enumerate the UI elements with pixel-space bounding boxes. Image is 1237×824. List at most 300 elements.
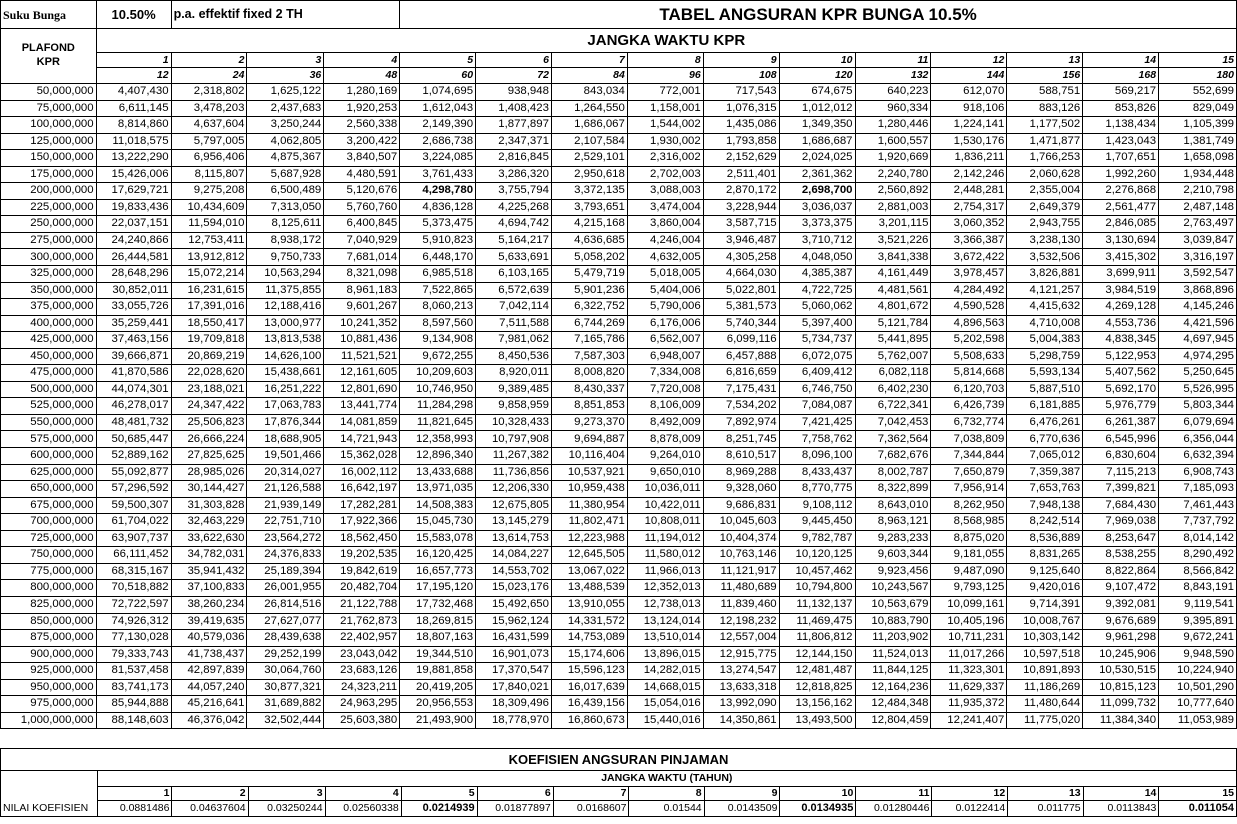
table-row xyxy=(1,563,1237,580)
angsuran-cell: 3,228,944 xyxy=(703,199,779,216)
angsuran-cell: 20,956,553 xyxy=(400,696,476,713)
angsuran-cell: 5,060,062 xyxy=(779,299,855,316)
angsuran-cell: 13,493,500 xyxy=(779,712,855,729)
angsuran-cell: 12,241,407 xyxy=(931,712,1007,729)
angsuran-cell: 6,448,170 xyxy=(400,249,476,266)
angsuran-cell: 5,373,475 xyxy=(400,216,476,233)
angsuran-cell: 5,526,995 xyxy=(1159,381,1237,398)
angsuran-cell: 12,481,487 xyxy=(779,663,855,680)
angsuran-cell: 8,060,213 xyxy=(400,299,476,316)
angsuran-cell: 10,815,123 xyxy=(1083,679,1159,696)
angsuran-cell: 1,349,350 xyxy=(779,117,855,134)
angsuran-cell: 10,711,231 xyxy=(931,630,1007,647)
koefisien-value-cell: 0.0143509 xyxy=(704,801,780,817)
plafond-cell: 250,000,000 xyxy=(1,216,97,233)
angsuran-cell: 17,840,021 xyxy=(476,679,552,696)
angsuran-cell: 11,580,012 xyxy=(627,547,703,564)
angsuran-cell: 4,875,367 xyxy=(247,150,324,167)
angsuran-cell: 35,941,432 xyxy=(171,563,247,580)
angsuran-cell: 2,698,700 xyxy=(779,183,855,200)
angsuran-cell: 5,762,007 xyxy=(855,348,931,365)
angsuran-cell: 1,707,651 xyxy=(1083,150,1159,167)
angsuran-cell: 23,683,126 xyxy=(324,663,400,680)
angsuran-cell: 7,956,914 xyxy=(931,481,1007,498)
angsuran-cell: 10,116,404 xyxy=(551,448,627,465)
angsuran-cell: 4,385,387 xyxy=(779,266,855,283)
angsuran-cell: 9,714,391 xyxy=(1007,596,1083,613)
angsuran-cell: 4,590,528 xyxy=(931,299,1007,316)
angsuran-cell: 15,362,028 xyxy=(324,448,400,465)
angsuran-cell: 8,002,787 xyxy=(855,464,931,481)
angsuran-cell: 4,697,945 xyxy=(1159,332,1237,349)
angsuran-cell: 8,643,010 xyxy=(855,497,931,514)
angsuran-cell: 17,391,016 xyxy=(171,299,247,316)
angsuran-cell: 11,194,012 xyxy=(627,530,703,547)
angsuran-cell: 1,435,086 xyxy=(703,117,779,134)
angsuran-cell: 42,897,839 xyxy=(171,663,247,680)
angsuran-cell: 11,736,856 xyxy=(476,464,552,481)
angsuran-cell: 8,253,647 xyxy=(1083,530,1159,547)
koefisien-value-cell: 0.0113843 xyxy=(1083,801,1159,817)
angsuran-cell: 77,130,028 xyxy=(96,630,171,647)
angsuran-cell: 44,074,301 xyxy=(96,381,171,398)
angsuran-cell: 8,290,492 xyxy=(1159,547,1237,564)
angsuran-cell: 9,445,450 xyxy=(779,514,855,531)
table-row xyxy=(1,398,1237,415)
angsuran-cell: 3,088,003 xyxy=(627,183,703,200)
angsuran-cell: 6,722,341 xyxy=(855,398,931,415)
angsuran-cell: 2,448,281 xyxy=(931,183,1007,200)
angsuran-cell: 19,344,510 xyxy=(400,646,476,663)
angsuran-cell: 1,930,002 xyxy=(627,133,703,150)
angsuran-cell: 2,943,755 xyxy=(1007,216,1083,233)
angsuran-cell: 4,722,725 xyxy=(779,282,855,299)
year-header: 7 xyxy=(551,53,627,68)
year-header: 8 xyxy=(627,53,703,68)
koefisien-subtitle: JANGKA WAKTU (TAHUN) xyxy=(97,771,1236,787)
angsuran-cell: 1,074,695 xyxy=(400,84,476,101)
angsuran-cell: 843,034 xyxy=(551,84,627,101)
angsuran-cell: 28,648,296 xyxy=(96,266,171,283)
jangka-waktu-header: JANGKA WAKTU KPR xyxy=(96,29,1236,53)
angsuran-cell: 6,103,165 xyxy=(476,266,552,283)
koefisien-value-cell: 0.0134935 xyxy=(780,801,856,817)
angsuran-cell: 13,124,014 xyxy=(627,613,703,630)
angsuran-cell: 40,579,036 xyxy=(171,630,247,647)
year-header: 9 xyxy=(703,53,779,68)
angsuran-cell: 4,048,050 xyxy=(779,249,855,266)
angsuran-cell: 9,601,267 xyxy=(324,299,400,316)
angsuran-cell: 74,926,312 xyxy=(96,613,171,630)
angsuran-cell: 11,935,372 xyxy=(931,696,1007,713)
angsuran-cell: 1,920,669 xyxy=(855,150,931,167)
angsuran-cell: 10,797,908 xyxy=(476,431,552,448)
angsuran-cell: 16,017,639 xyxy=(551,679,627,696)
angsuran-cell: 1,544,002 xyxy=(627,117,703,134)
angsuran-cell: 7,534,202 xyxy=(703,398,779,415)
angsuran-cell: 3,130,694 xyxy=(1083,232,1159,249)
koefisien-value-cell: 0.01280446 xyxy=(856,801,932,817)
angsuran-cell: 3,224,085 xyxy=(400,150,476,167)
angsuran-cell: 4,710,008 xyxy=(1007,315,1083,332)
angsuran-cell: 4,305,258 xyxy=(703,249,779,266)
angsuran-cell: 13,813,538 xyxy=(247,332,324,349)
angsuran-cell: 2,152,629 xyxy=(703,150,779,167)
koefisien-value-cell: 0.0881486 xyxy=(97,801,172,817)
angsuran-cell: 8,938,172 xyxy=(247,232,324,249)
angsuran-cell: 24,347,422 xyxy=(171,398,247,415)
angsuran-cell: 8,251,745 xyxy=(703,431,779,448)
koefisien-value-cell: 0.011775 xyxy=(1008,801,1083,817)
angsuran-cell: 9,793,125 xyxy=(931,580,1007,597)
angsuran-cell: 11,594,010 xyxy=(171,216,247,233)
angsuran-cell: 2,763,497 xyxy=(1159,216,1237,233)
angsuran-cell: 1,686,067 xyxy=(551,117,627,134)
angsuran-cell: 3,755,794 xyxy=(476,183,552,200)
angsuran-cell: 21,762,873 xyxy=(324,613,400,630)
angsuran-cell: 7,042,453 xyxy=(855,414,931,431)
angsuran-cell: 640,223 xyxy=(855,84,931,101)
angsuran-cell: 5,407,562 xyxy=(1083,365,1159,382)
table-row xyxy=(1,431,1237,448)
angsuran-cell: 6,948,007 xyxy=(627,348,703,365)
angsuran-cell: 12,484,348 xyxy=(855,696,931,713)
angsuran-cell: 8,969,288 xyxy=(703,464,779,481)
month-header: 120 xyxy=(779,68,855,84)
angsuran-cell: 2,107,584 xyxy=(551,133,627,150)
angsuran-cell: 50,685,447 xyxy=(96,431,171,448)
angsuran-cell: 883,126 xyxy=(1007,100,1083,117)
angsuran-cell: 9,420,016 xyxy=(1007,580,1083,597)
angsuran-cell: 4,553,736 xyxy=(1083,315,1159,332)
table-row xyxy=(1,84,1237,101)
angsuran-cell: 18,269,815 xyxy=(400,613,476,630)
angsuran-cell: 6,261,387 xyxy=(1083,414,1159,431)
angsuran-cell: 6,181,885 xyxy=(1007,398,1083,415)
angsuran-cell: 27,825,625 xyxy=(171,448,247,465)
angsuran-cell: 15,440,016 xyxy=(627,712,703,729)
koefisien-year-header: 10 xyxy=(780,787,856,801)
angsuran-cell: 8,450,536 xyxy=(476,348,552,365)
year-header: 5 xyxy=(400,53,476,68)
angsuran-cell: 12,675,805 xyxy=(476,497,552,514)
angsuran-cell: 15,054,016 xyxy=(627,696,703,713)
plafond-cell: 525,000,000 xyxy=(1,398,97,415)
angsuran-cell: 2,276,868 xyxy=(1083,183,1159,200)
plafond-cell: 175,000,000 xyxy=(1,166,97,183)
angsuran-cell: 4,974,295 xyxy=(1159,348,1237,365)
angsuran-cell: 1,280,446 xyxy=(855,117,931,134)
angsuran-cell: 9,923,456 xyxy=(855,563,931,580)
angsuran-cell: 11,053,989 xyxy=(1159,712,1237,729)
angsuran-cell: 674,675 xyxy=(779,84,855,101)
angsuran-cell: 1,264,550 xyxy=(551,100,627,117)
angsuran-cell: 5,687,928 xyxy=(247,166,324,183)
koefisien-value-cell: 0.0122414 xyxy=(932,801,1008,817)
angsuran-cell: 772,001 xyxy=(627,84,703,101)
month-header: 156 xyxy=(1007,68,1083,84)
koefisien-label: NILAI KOEFISIEN xyxy=(1,801,98,817)
angsuran-cell: 14,084,227 xyxy=(476,547,552,564)
koefisien-table xyxy=(0,748,1237,817)
angsuran-cell: 48,481,732 xyxy=(96,414,171,431)
table-row xyxy=(1,150,1237,167)
plafond-header-line-2: KPR xyxy=(36,56,60,68)
angsuran-cell: 14,331,572 xyxy=(551,613,627,630)
angsuran-cell: 4,481,561 xyxy=(855,282,931,299)
angsuran-cell: 2,870,172 xyxy=(703,183,779,200)
angsuran-cell: 7,682,676 xyxy=(855,448,931,465)
angsuran-cell: 6,099,116 xyxy=(703,332,779,349)
table-row xyxy=(1,464,1237,481)
plafond-cell: 550,000,000 xyxy=(1,414,97,431)
angsuran-cell: 2,881,003 xyxy=(855,199,931,216)
angsuran-cell: 9,134,908 xyxy=(400,332,476,349)
angsuran-cell: 11,966,013 xyxy=(627,563,703,580)
angsuran-cell: 938,948 xyxy=(476,84,552,101)
angsuran-cell: 14,553,702 xyxy=(476,563,552,580)
angsuran-cell: 960,334 xyxy=(855,100,931,117)
angsuran-cell: 7,522,865 xyxy=(400,282,476,299)
angsuran-cell: 3,201,115 xyxy=(855,216,931,233)
angsuran-cell: 3,840,507 xyxy=(324,150,400,167)
plafond-cell: 750,000,000 xyxy=(1,547,97,564)
angsuran-cell: 2,686,738 xyxy=(400,133,476,150)
table-row xyxy=(1,646,1237,663)
angsuran-cell: 4,215,168 xyxy=(551,216,627,233)
angsuran-cell: 34,782,031 xyxy=(171,547,247,564)
koefisien-year-header: 13 xyxy=(1008,787,1083,801)
angsuran-cell: 7,065,012 xyxy=(1007,448,1083,465)
angsuran-cell: 9,948,590 xyxy=(1159,646,1237,663)
angsuran-cell: 10,245,906 xyxy=(1083,646,1159,663)
angsuran-cell: 2,316,002 xyxy=(627,150,703,167)
angsuran-cell: 19,709,818 xyxy=(171,332,247,349)
month-header: 72 xyxy=(476,68,552,84)
table-title: TABEL ANGSURAN KPR BUNGA 10.5% xyxy=(400,1,1237,29)
angsuran-cell: 2,561,477 xyxy=(1083,199,1159,216)
koefisien-values-row xyxy=(1,801,1237,817)
angsuran-cell: 6,500,489 xyxy=(247,183,324,200)
table-row xyxy=(1,381,1237,398)
plafond-cell: 775,000,000 xyxy=(1,563,97,580)
angsuran-cell: 4,632,005 xyxy=(627,249,703,266)
angsuran-cell: 2,702,003 xyxy=(627,166,703,183)
angsuran-cell: 6,770,636 xyxy=(1007,431,1083,448)
month-header: 180 xyxy=(1159,68,1237,84)
angsuran-cell: 6,120,703 xyxy=(931,381,1007,398)
plafond-cell: 400,000,000 xyxy=(1,315,97,332)
angsuran-cell: 8,321,098 xyxy=(324,266,400,283)
angsuran-cell: 30,064,760 xyxy=(247,663,324,680)
angsuran-cell: 5,593,134 xyxy=(1007,365,1083,382)
angsuran-cell: 6,816,659 xyxy=(703,365,779,382)
angsuran-cell: 2,142,246 xyxy=(931,166,1007,183)
angsuran-cell: 8,568,985 xyxy=(931,514,1007,531)
angsuran-cell: 2,950,618 xyxy=(551,166,627,183)
angsuran-cell: 32,502,444 xyxy=(247,712,324,729)
plafond-cell: 500,000,000 xyxy=(1,381,97,398)
angsuran-cell: 9,694,887 xyxy=(551,431,627,448)
angsuran-cell: 12,738,013 xyxy=(627,596,703,613)
table-row xyxy=(1,580,1237,597)
angsuran-cell: 1,920,253 xyxy=(324,100,400,117)
angsuran-cell: 13,992,090 xyxy=(703,696,779,713)
angsuran-cell: 19,202,535 xyxy=(324,547,400,564)
angsuran-cell: 6,409,412 xyxy=(779,365,855,382)
angsuran-cell: 61,704,022 xyxy=(96,514,171,531)
koefisien-value-cell: 0.0214939 xyxy=(401,801,477,817)
angsuran-cell: 5,633,691 xyxy=(476,249,552,266)
angsuran-cell: 4,694,742 xyxy=(476,216,552,233)
year-header: 13 xyxy=(1007,53,1083,68)
angsuran-cell: 21,126,588 xyxy=(247,481,324,498)
angsuran-cell: 9,328,060 xyxy=(703,481,779,498)
angsuran-cell: 8,566,842 xyxy=(1159,563,1237,580)
koefisien-year-header: 6 xyxy=(477,787,553,801)
angsuran-cell: 11,380,954 xyxy=(551,497,627,514)
table-row xyxy=(1,514,1237,531)
plafond-cell: 475,000,000 xyxy=(1,365,97,382)
plafond-cell: 150,000,000 xyxy=(1,150,97,167)
angsuran-cell: 16,251,222 xyxy=(247,381,324,398)
table-row xyxy=(1,232,1237,249)
angsuran-cell: 13,510,014 xyxy=(627,630,703,647)
angsuran-cell: 7,969,038 xyxy=(1083,514,1159,531)
angsuran-cell: 4,121,257 xyxy=(1007,282,1083,299)
angsuran-cell: 6,562,007 xyxy=(627,332,703,349)
angsuran-cell: 3,521,226 xyxy=(855,232,931,249)
angsuran-cell: 5,397,400 xyxy=(779,315,855,332)
angsuran-cell: 15,072,214 xyxy=(171,266,247,283)
plafond-cell: 950,000,000 xyxy=(1,679,97,696)
plafond-cell: 625,000,000 xyxy=(1,464,97,481)
angsuran-cell: 21,122,788 xyxy=(324,596,400,613)
angsuran-cell: 5,441,895 xyxy=(855,332,931,349)
angsuran-cell: 41,870,586 xyxy=(96,365,171,382)
angsuran-cell: 9,392,081 xyxy=(1083,596,1159,613)
angsuran-cell: 11,469,475 xyxy=(779,613,855,630)
angsuran-cell: 11,284,298 xyxy=(400,398,476,415)
angsuran-cell: 17,282,281 xyxy=(324,497,400,514)
angsuran-cell: 15,596,123 xyxy=(551,663,627,680)
year-header: 2 xyxy=(171,53,247,68)
angsuran-cell: 2,560,892 xyxy=(855,183,931,200)
angsuran-cell: 7,758,762 xyxy=(779,431,855,448)
koefisien-year-header: 12 xyxy=(932,787,1008,801)
angsuran-cell: 3,478,203 xyxy=(171,100,247,117)
angsuran-cell: 10,891,893 xyxy=(1007,663,1083,680)
angsuran-cell: 6,746,750 xyxy=(779,381,855,398)
angsuran-cell: 85,944,888 xyxy=(96,696,171,713)
plafond-cell: 300,000,000 xyxy=(1,249,97,266)
angsuran-cell: 12,188,416 xyxy=(247,299,324,316)
table-row xyxy=(1,249,1237,266)
angsuran-cell: 15,962,124 xyxy=(476,613,552,630)
angsuran-cell: 14,753,089 xyxy=(551,630,627,647)
angsuran-cell: 20,482,704 xyxy=(324,580,400,597)
angsuran-cell: 11,018,575 xyxy=(96,133,171,150)
table-row xyxy=(1,497,1237,514)
angsuran-cell: 717,543 xyxy=(703,84,779,101)
angsuran-cell: 9,603,344 xyxy=(855,547,931,564)
plafond-cell: 875,000,000 xyxy=(1,630,97,647)
angsuran-cell: 11,186,269 xyxy=(1007,679,1083,696)
angsuran-cell: 8,008,820 xyxy=(551,365,627,382)
angsuran-cell: 7,981,062 xyxy=(476,332,552,349)
angsuran-cell: 9,961,298 xyxy=(1083,630,1159,647)
angsuran-cell: 16,002,112 xyxy=(324,464,400,481)
angsuran-cell: 30,877,321 xyxy=(247,679,324,696)
angsuran-cell: 24,376,833 xyxy=(247,547,324,564)
angsuran-cell: 22,037,151 xyxy=(96,216,171,233)
angsuran-cell: 11,802,471 xyxy=(551,514,627,531)
angsuran-cell: 1,408,423 xyxy=(476,100,552,117)
angsuran-cell: 8,831,265 xyxy=(1007,547,1083,564)
angsuran-cell: 10,763,146 xyxy=(703,547,779,564)
angsuran-cell: 5,381,573 xyxy=(703,299,779,316)
plafond-cell: 600,000,000 xyxy=(1,448,97,465)
month-header: 84 xyxy=(551,68,627,84)
plafond-cell: 675,000,000 xyxy=(1,497,97,514)
angsuran-cell: 14,626,100 xyxy=(247,348,324,365)
angsuran-cell: 6,400,845 xyxy=(324,216,400,233)
angsuran-cell: 10,209,603 xyxy=(400,365,476,382)
angsuran-cell: 11,844,125 xyxy=(855,663,931,680)
angsuran-cell: 28,985,026 xyxy=(171,464,247,481)
table-row xyxy=(1,596,1237,613)
angsuran-cell: 41,738,437 xyxy=(171,646,247,663)
plafond-cell: 1,000,000,000 xyxy=(1,712,97,729)
angsuran-cell: 3,592,547 xyxy=(1159,266,1237,283)
angsuran-cell: 10,563,294 xyxy=(247,266,324,283)
angsuran-cell: 5,740,344 xyxy=(703,315,779,332)
angsuran-cell: 5,058,202 xyxy=(551,249,627,266)
angsuran-cell: 10,883,790 xyxy=(855,613,931,630)
koefisien-value-cell: 0.03250244 xyxy=(248,801,325,817)
angsuran-cell: 12,804,459 xyxy=(855,712,931,729)
angsuran-cell: 9,389,485 xyxy=(476,381,552,398)
angsuran-cell: 4,480,591 xyxy=(324,166,400,183)
angsuran-cell: 19,501,466 xyxy=(247,448,324,465)
angsuran-cell: 8,920,011 xyxy=(476,365,552,382)
angsuran-cell: 1,877,897 xyxy=(476,117,552,134)
month-header: 108 xyxy=(703,68,779,84)
angsuran-cell: 2,149,390 xyxy=(400,117,476,134)
angsuran-cell: 18,562,450 xyxy=(324,530,400,547)
angsuran-cell: 9,125,640 xyxy=(1007,563,1083,580)
table-row xyxy=(1,100,1237,117)
year-header: 3 xyxy=(247,53,324,68)
angsuran-cell: 16,120,425 xyxy=(400,547,476,564)
angsuran-cell: 8,597,560 xyxy=(400,315,476,332)
angsuran-cell: 8,536,889 xyxy=(1007,530,1083,547)
angsuran-cell: 6,985,518 xyxy=(400,266,476,283)
angsuran-cell: 26,666,224 xyxy=(171,431,247,448)
angsuran-cell: 10,881,436 xyxy=(324,332,400,349)
angsuran-cell: 1,012,012 xyxy=(779,100,855,117)
angsuran-cell: 6,744,269 xyxy=(551,315,627,332)
koefisien-value-cell: 0.0168607 xyxy=(553,801,629,817)
angsuran-cell: 9,686,831 xyxy=(703,497,779,514)
koefisien-year-header: 7 xyxy=(553,787,629,801)
table-row xyxy=(1,133,1237,150)
angsuran-cell: 4,269,128 xyxy=(1083,299,1159,316)
plafond-cell: 225,000,000 xyxy=(1,199,97,216)
angsuran-cell: 4,407,430 xyxy=(96,84,171,101)
angsuran-cell: 11,384,340 xyxy=(1083,712,1159,729)
month-header: 60 xyxy=(400,68,476,84)
